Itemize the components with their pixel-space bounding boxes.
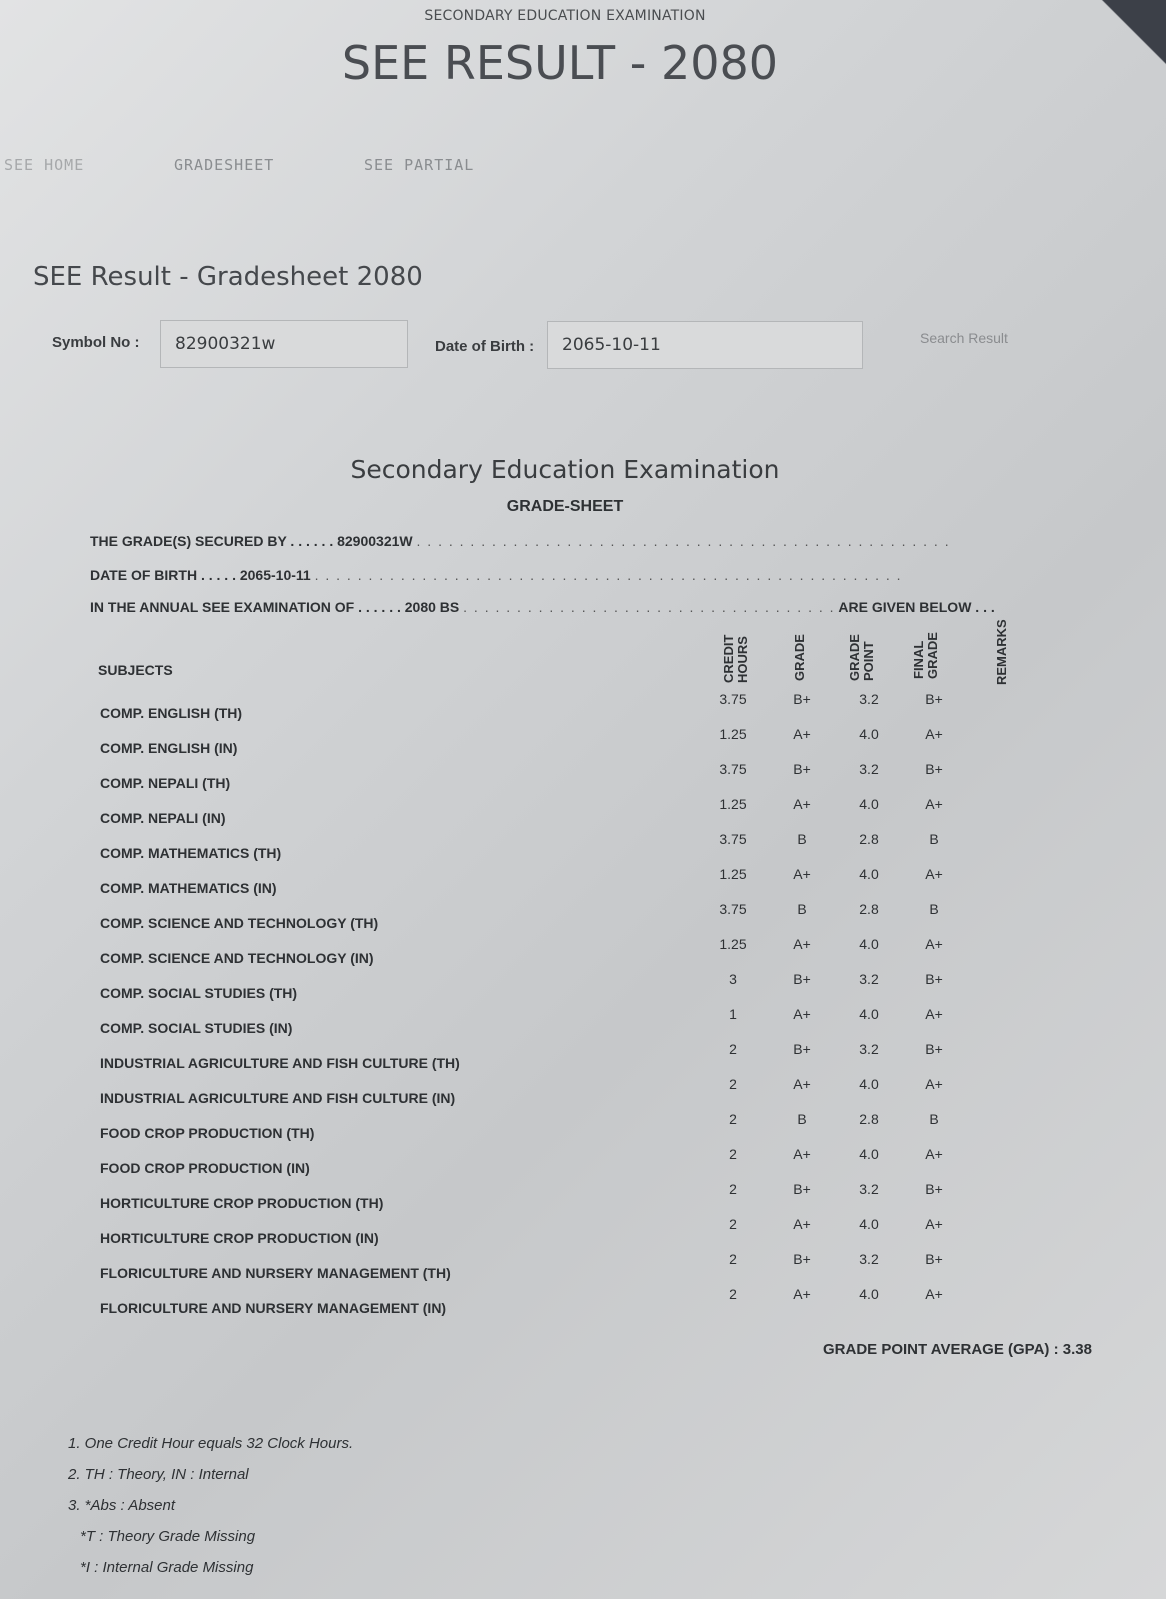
grade-point-cell: 4.0	[859, 1286, 879, 1302]
grade-point-cell: 3.2	[859, 1181, 879, 1197]
final-grade-cell: B	[929, 1111, 939, 1127]
credit-hours-cell: 3	[729, 971, 737, 987]
credit-hours-cell: 1.25	[719, 796, 747, 812]
subject-cell: COMP. SCIENCE AND TECHNOLOGY (IN)	[100, 950, 374, 966]
grade-cell: B+	[793, 691, 811, 707]
subject-cell: FOOD CROP PRODUCTION (IN)	[100, 1160, 310, 1176]
footnote: 1. One Credit Hour equals 32 Clock Hours.	[68, 1435, 354, 1452]
grade-sheet	[90, 455, 1100, 1358]
credit-hours-cell: 3.75	[719, 901, 747, 917]
dob-line	[90, 567, 902, 583]
final-grade-cell: A+	[925, 796, 943, 812]
subject-cell: COMP. ENGLISH (IN)	[100, 740, 238, 756]
grade-cell: B	[797, 901, 807, 917]
table-row	[90, 1076, 1090, 1106]
credit-hours-cell: 2	[729, 1041, 737, 1057]
subject-cell: COMP. NEPALI (IN)	[100, 810, 226, 826]
grade-point-cell: 2.8	[859, 831, 879, 847]
table-row	[90, 1181, 1090, 1211]
dotted-leader: . . . . . . . . . . . . . . . . . . . . . . . . . . . . . . . . . . . . . . . . . . . . . . . . . . . . . . .	[314, 567, 903, 583]
credit-hours-cell: 2	[729, 1181, 737, 1197]
final-grade-cell: A+	[925, 866, 943, 882]
table-row	[90, 726, 1090, 756]
grade-cell: A+	[793, 796, 811, 812]
credit-hours-cell: 3.75	[719, 691, 747, 707]
grade-point-cell: 3.2	[859, 761, 879, 777]
final-grade-cell: B+	[925, 691, 943, 707]
grade-point-cell: 4.0	[859, 1006, 879, 1022]
table-row	[90, 901, 1090, 931]
subject-cell: FLORICULTURE AND NURSERY MANAGEMENT (IN)	[100, 1300, 447, 1316]
final-grade-cell: A+	[925, 1146, 943, 1162]
grade-cell: B+	[793, 1041, 811, 1057]
credit-hours-cell: 1	[729, 1006, 737, 1022]
final-grade-cell: B+	[925, 761, 943, 777]
table-row	[90, 1216, 1090, 1246]
exam-line-suffix: ARE GIVEN BELOW . . .	[838, 599, 995, 615]
table-row	[90, 1251, 1090, 1281]
footnote: 2. TH : Theory, IN : Internal	[68, 1466, 249, 1483]
exam-line-label: IN THE ANNUAL SEE EXAMINATION OF . . . . . .	[90, 599, 401, 615]
search-result-button[interactable]: Search Result	[920, 330, 1008, 346]
dotted-leader: . . . . . . . . . . . . . . . . . . . . . . . . . . . . . . . . . . . . . . . . . . . . . . . . . .	[416, 533, 951, 549]
grade-cell: B+	[793, 971, 811, 987]
gpa-line: GRADE POINT AVERAGE (GPA) : 3.38	[823, 1341, 1092, 1358]
grade-point-cell: 3.2	[859, 971, 879, 987]
grade-cell: A+	[793, 1146, 811, 1162]
grade-point-cell: 4.0	[859, 796, 879, 812]
dob-input[interactable]: 2065-10-11	[547, 321, 863, 369]
subject-cell: HORTICULTURE CROP PRODUCTION (IN)	[100, 1230, 379, 1246]
final-grade-cell: B	[929, 831, 939, 847]
grade-point-cell: 3.2	[859, 1041, 879, 1057]
table-row	[90, 831, 1090, 861]
final-grade-cell: B+	[925, 1041, 943, 1057]
search-form	[52, 326, 1112, 376]
grade-point-cell: 4.0	[859, 726, 879, 742]
table-row	[90, 796, 1090, 826]
credit-hours-cell: 1.25	[719, 936, 747, 952]
credit-hours-cell: 2	[729, 1111, 737, 1127]
site-caption: SECONDARY EDUCATION EXAMINATION	[424, 8, 706, 24]
grade-cell: A+	[793, 936, 811, 952]
grade-point-cell: 2.8	[859, 901, 879, 917]
site-title: SEE RESULT - 2080	[341, 36, 779, 90]
subject-cell: COMP. NEPALI (TH)	[100, 775, 231, 791]
grade-cell: A+	[793, 1076, 811, 1092]
footnote: *I : Internal Grade Missing	[80, 1559, 254, 1576]
table-row	[90, 1006, 1090, 1036]
credit-hours-header: CREDIT HOURS	[721, 634, 750, 683]
credit-hours-cell: 2	[729, 1286, 737, 1302]
grade-cell: B+	[793, 1181, 811, 1197]
exam-line-value: 2080 BS	[404, 599, 460, 615]
sheet-title: Secondary Education Examination	[350, 455, 780, 484]
final-grade-header: FINAL GRADE	[911, 632, 940, 679]
credit-hours-cell: 2	[729, 1216, 737, 1232]
table-row	[90, 866, 1090, 896]
secured-by-line	[90, 533, 950, 549]
final-grade-cell: A+	[925, 726, 943, 742]
final-grade-cell: B+	[925, 1181, 943, 1197]
subject-cell: HORTICULTURE CROP PRODUCTION (TH)	[100, 1195, 384, 1211]
credit-hours-cell: 1.25	[719, 726, 747, 742]
credit-hours-cell: 3.75	[719, 831, 747, 847]
grade-point-cell: 3.2	[859, 1251, 879, 1267]
final-grade-cell: B	[929, 901, 939, 917]
credit-hours-cell: 2	[729, 1076, 737, 1092]
table-row	[90, 1286, 1090, 1316]
table-row	[90, 1111, 1090, 1141]
symbol-label: Symbol No :	[52, 334, 140, 351]
grade-cell: B	[797, 831, 807, 847]
subject-cell: COMP. MATHEMATICS (TH)	[100, 845, 282, 861]
credit-hours-cell: 3.75	[719, 761, 747, 777]
grade-cell: A+	[793, 1286, 811, 1302]
dotted-leader: . . . . . . . . . . . . . . . . . . . . . . . . . . . . . . . . . . .	[463, 599, 836, 615]
footnote: 3. *Abs : Absent	[68, 1497, 176, 1514]
grade-cell: A+	[793, 726, 811, 742]
final-grade-cell: B+	[925, 971, 943, 987]
table-row	[90, 936, 1090, 966]
subject-cell: COMP. SOCIAL STUDIES (TH)	[100, 985, 298, 1001]
grade-point-header: GRADE POINT	[847, 634, 876, 681]
grade-point-cell: 3.2	[859, 691, 879, 707]
dob-label: Date of Birth :	[435, 338, 535, 355]
grade-header: GRADE	[792, 634, 807, 681]
subject-cell: COMP. MATHEMATICS (IN)	[100, 880, 277, 896]
subject-cell: COMP. ENGLISH (TH)	[100, 705, 243, 721]
secured-by-label: THE GRADE(S) SECURED BY . . . . . .	[90, 533, 334, 549]
subject-cell: INDUSTRIAL AGRICULTURE AND FISH CULTURE (TH)	[100, 1055, 460, 1071]
final-grade-cell: A+	[925, 1006, 943, 1022]
nav-see-partial[interactable]: SEE PARTIAL	[364, 156, 475, 174]
footnotes	[68, 1428, 353, 1583]
grade-point-cell: 4.0	[859, 936, 879, 952]
table-row	[90, 761, 1090, 791]
symbol-input[interactable]: 82900321w	[160, 320, 408, 368]
remarks-header: REMARKS	[994, 619, 1009, 685]
grade-cell: A+	[793, 1006, 811, 1022]
subject-cell: INDUSTRIAL AGRICULTURE AND FISH CULTURE (IN)	[100, 1090, 456, 1106]
nav-gradesheet[interactable]: GRADESHEET	[174, 156, 275, 174]
grade-cell: A+	[793, 866, 811, 882]
credit-hours-cell: 1.25	[719, 866, 747, 882]
subjects-header: SUBJECTS	[98, 662, 173, 678]
final-grade-cell: A+	[925, 936, 943, 952]
dob-line-label: DATE OF BIRTH . . . . .	[90, 567, 236, 583]
grade-cell: B+	[793, 1251, 811, 1267]
dob-line-value: 2065-10-11	[239, 567, 311, 583]
final-grade-cell: A+	[925, 1076, 943, 1092]
secured-by-value: 82900321W	[337, 533, 413, 549]
table-row	[90, 691, 1090, 721]
grade-point-cell: 4.0	[859, 866, 879, 882]
nav-see-home[interactable]: SEE HOME	[4, 156, 85, 174]
table-row	[90, 1146, 1090, 1176]
grade-point-cell: 2.8	[859, 1111, 879, 1127]
grade-cell: A+	[793, 1216, 811, 1232]
credit-hours-cell: 2	[729, 1146, 737, 1162]
table-row	[90, 1041, 1090, 1071]
final-grade-cell: A+	[925, 1216, 943, 1232]
main-nav	[4, 156, 474, 174]
subject-cell: COMP. SCIENCE AND TECHNOLOGY (TH)	[100, 915, 379, 931]
credit-hours-cell: 2	[729, 1251, 737, 1267]
page-heading: SEE Result - Gradesheet 2080	[33, 262, 423, 292]
grade-cell: B+	[793, 761, 811, 777]
final-grade-cell: A+	[925, 1286, 943, 1302]
sheet-subtitle: GRADE-SHEET	[506, 498, 624, 515]
final-grade-cell: B+	[925, 1251, 943, 1267]
exam-line	[90, 599, 995, 615]
footnote: *T : Theory Grade Missing	[80, 1528, 256, 1545]
subject-cell: FLORICULTURE AND NURSERY MANAGEMENT (TH)	[100, 1265, 451, 1281]
grade-point-cell: 4.0	[859, 1216, 879, 1232]
grade-point-cell: 4.0	[859, 1076, 879, 1092]
grade-cell: B	[797, 1111, 807, 1127]
subject-cell: FOOD CROP PRODUCTION (TH)	[100, 1125, 315, 1141]
grade-point-cell: 4.0	[859, 1146, 879, 1162]
subject-cell: COMP. SOCIAL STUDIES (IN)	[100, 1020, 293, 1036]
table-row	[90, 971, 1090, 1001]
